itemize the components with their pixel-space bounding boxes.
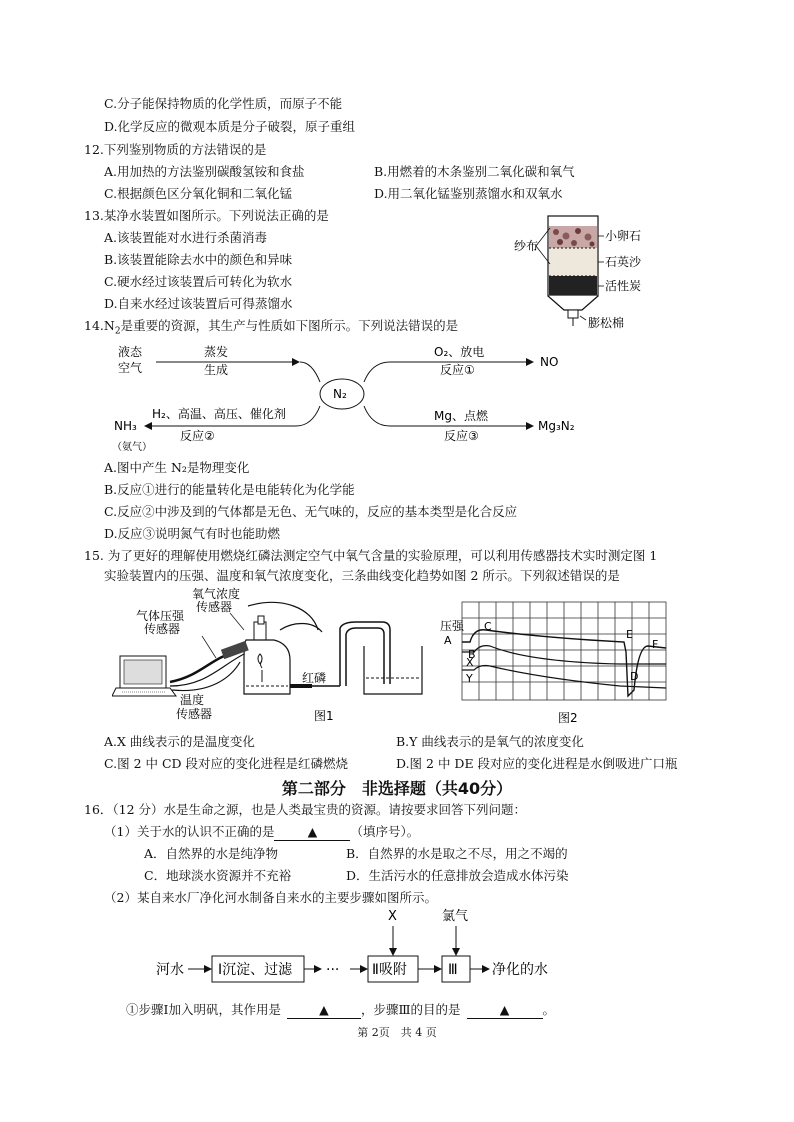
- label-carbon: 活性炭: [605, 279, 642, 293]
- nitrogen-diagram: [110, 340, 590, 460]
- q12-option-b: B.用燃着的木条鉴别二氧化碳和氧气: [374, 164, 575, 179]
- part2-heading: 第二部分 非选择题（共40分）: [281, 779, 513, 798]
- flow-step3: Ⅲ: [448, 962, 458, 978]
- q16-sub2a-blank1[interactable]: ▲: [287, 1002, 361, 1019]
- q13-option-b: B.该装置能除去水中的颜色和异味: [104, 252, 293, 267]
- q16-option-c: C．地球淡水资源并不充裕: [144, 868, 292, 883]
- label-mg-ignite: Mg、点燃: [434, 409, 488, 423]
- water-treatment-flow: [150, 904, 610, 988]
- laptop-icon: [112, 656, 176, 696]
- q14-stem-pre: 14.N: [84, 318, 115, 333]
- q16-sub1-answer-blank[interactable]: ▲: [274, 824, 350, 841]
- q13-option-c: C.硬水经过该装置后可转化为软水: [104, 274, 293, 289]
- label-f: F: [652, 638, 659, 651]
- q11-option-d: D.化学反应的微观本质是分子破裂，原子重组: [104, 119, 356, 134]
- label-no: NO: [540, 355, 559, 369]
- label-h2-conditions: H₂、高温、高压、催化剂: [152, 407, 286, 421]
- label-mg3n2: Mg₃N₂: [538, 419, 575, 433]
- flow-clean-water: 净化的水: [492, 962, 548, 978]
- label-pressure-sensor-2: 传感器: [144, 622, 181, 636]
- q14-stem: [84, 318, 458, 340]
- label-cloth: 纱布: [514, 239, 539, 253]
- sensor-curves-figure-2: [440, 600, 680, 728]
- q15-option-b: B.Y 曲线表示的是氧气的浓度变化: [396, 734, 584, 749]
- q15-stem-line1: 15. 为了更好的理解使用燃烧红磷法测定空气中氧气含量的实验原理，可以利用传感器技术实时测定图 1: [84, 548, 658, 563]
- apparatus-figure-1: [112, 586, 430, 730]
- figure1-caption: 图1: [314, 709, 334, 723]
- q16-option-a: A．自然界的水是纯净物: [144, 846, 279, 861]
- label-temp-sensor-1: 温度: [180, 693, 205, 707]
- label-o2-discharge: O₂、放电: [434, 345, 485, 359]
- q14-option-a: A.图中产生 N₂是物理变化: [104, 460, 250, 475]
- label-b: B: [468, 648, 476, 661]
- q15-option-a: A.X 曲线表示的是温度变化: [104, 734, 255, 749]
- label-x: X: [466, 656, 474, 669]
- q14-stem-post: 是重要的资源，其生产与性质如下图所示。下列说法错误的是: [120, 318, 459, 333]
- label-sand: 石英沙: [605, 255, 642, 269]
- q15-option-c: C.图 2 中 CD 段对应的变化进程是红磷燃烧: [104, 756, 349, 771]
- label-a: A: [444, 634, 452, 647]
- label-o2-sensor-2: 传感器: [196, 600, 233, 614]
- q16-sub2a-mid: ，步骤Ⅲ的目的是: [360, 1002, 461, 1017]
- q16-sub1-text: （1）关于水的认识不正确的是: [104, 824, 275, 839]
- label-e: E: [626, 628, 633, 641]
- label-produce: 生成: [204, 363, 229, 377]
- water-filter-figure: [508, 206, 678, 330]
- q16-sub2: （2）某自来水厂净化河水制备自来水的主要步骤如图所示。: [104, 890, 437, 905]
- q14-stem-sub: 2: [114, 326, 121, 337]
- label-c: C: [484, 620, 492, 633]
- label-reaction3: 反应③: [444, 429, 479, 443]
- q14-option-c: C.反应②中涉及到的气体都是无色、无气味的，反应的基本类型是化合反应: [104, 504, 518, 519]
- q12-option-a: A.用加热的方法鉴别碳酸氢铵和食盐: [104, 164, 305, 179]
- q15-option-d: D.图 2 中 DE 段对应的变化进程是水倒吸进广口瓶: [396, 756, 678, 771]
- q13-stem: 13.某净水装置如图所示。下列说法正确的是: [84, 208, 329, 223]
- q16-option-d: D．生活污水的任意排放会造成水体污染: [346, 868, 569, 883]
- sand-layer: [549, 248, 597, 276]
- flow-x: X: [388, 909, 397, 924]
- q16-option-b: B．自然界的水是取之不尽，用之不竭的: [346, 846, 568, 861]
- label-liquid-air-2: 空气: [118, 361, 143, 375]
- label-liquid-air-1: 液态: [118, 345, 143, 359]
- q16-sub1: [104, 824, 419, 841]
- pebble-layer: [549, 226, 597, 248]
- label-pressure: 压强: [440, 619, 465, 633]
- label-n2: N₂: [333, 387, 347, 401]
- q12-option-d: D.用二氧化锰鉴别蒸馏水和双氧水: [374, 186, 563, 201]
- q16-stem: 16．（12 分）水是生命之源，也是人类最宝贵的资源。请按要求回答下列问题：: [84, 802, 527, 817]
- grid: [462, 602, 666, 700]
- label-reaction2: 反应②: [180, 429, 215, 443]
- q12-stem: 12.下列鉴别物质的方法错误的是: [84, 142, 267, 157]
- label-reaction1: 反应①: [440, 363, 475, 377]
- q15-stem-line2: 实验装置内的压强、温度和氧气浓度变化，三条曲线变化趋势如图 2 所示。下列叙述错误的是: [104, 568, 620, 583]
- carbon-layer: [549, 276, 597, 295]
- label-y: Y: [466, 672, 473, 685]
- label-o2-sensor-1: 氧气浓度: [192, 587, 241, 601]
- label-nh3: NH₃: [114, 419, 137, 433]
- q12-option-c: C.根据颜色区分氧化铜和二氧化锰: [104, 186, 293, 201]
- page-footer: 第 2页 共 4 页: [357, 1026, 437, 1039]
- beaker-icon: [364, 646, 422, 694]
- label-cotton: 膨松棉: [588, 316, 625, 330]
- label-d: D: [630, 670, 639, 683]
- figure2-caption: 图2: [558, 711, 578, 725]
- label-ammonia: （氨气）: [112, 442, 152, 453]
- flow-step1: Ⅰ沉淀、过滤: [218, 962, 293, 978]
- q16-sub2a-text: ①步骤Ⅰ加入明矾，其作用是: [126, 1002, 281, 1017]
- q13-option-a: A.该装置能对水进行杀菌消毒: [104, 230, 268, 245]
- label-pebble: 小卵石: [605, 229, 642, 243]
- q16-sub1-hint: （填序号）。: [350, 824, 420, 839]
- flow-chlorine: 氯气: [442, 909, 469, 924]
- label-evaporate: 蒸发: [204, 345, 229, 359]
- flow-step2: Ⅱ吸附: [372, 962, 407, 978]
- q16-sub2a-end: 。: [542, 1002, 556, 1017]
- label-pressure-sensor-1: 气体压强: [136, 609, 185, 623]
- flow-dots: ···: [326, 962, 340, 978]
- label-red-phosphorus: 红磷: [302, 671, 327, 685]
- q16-sub2a-blank2[interactable]: ▲: [467, 1002, 543, 1019]
- q16-sub2a: [126, 1002, 555, 1019]
- flow-river: 河水: [156, 962, 184, 978]
- q11-option-c: C.分子能保持物质的化学性质，而原子不能: [104, 96, 343, 111]
- q14-option-d: D.反应③说明氮气有时也能助燃: [104, 526, 281, 541]
- q14-option-b: B.反应①进行的能量转化是电能转化为化学能: [104, 482, 355, 497]
- q13-option-d: D.自来水经过该装置后可得蒸馏水: [104, 296, 293, 311]
- label-temp-sensor-2: 传感器: [176, 707, 213, 721]
